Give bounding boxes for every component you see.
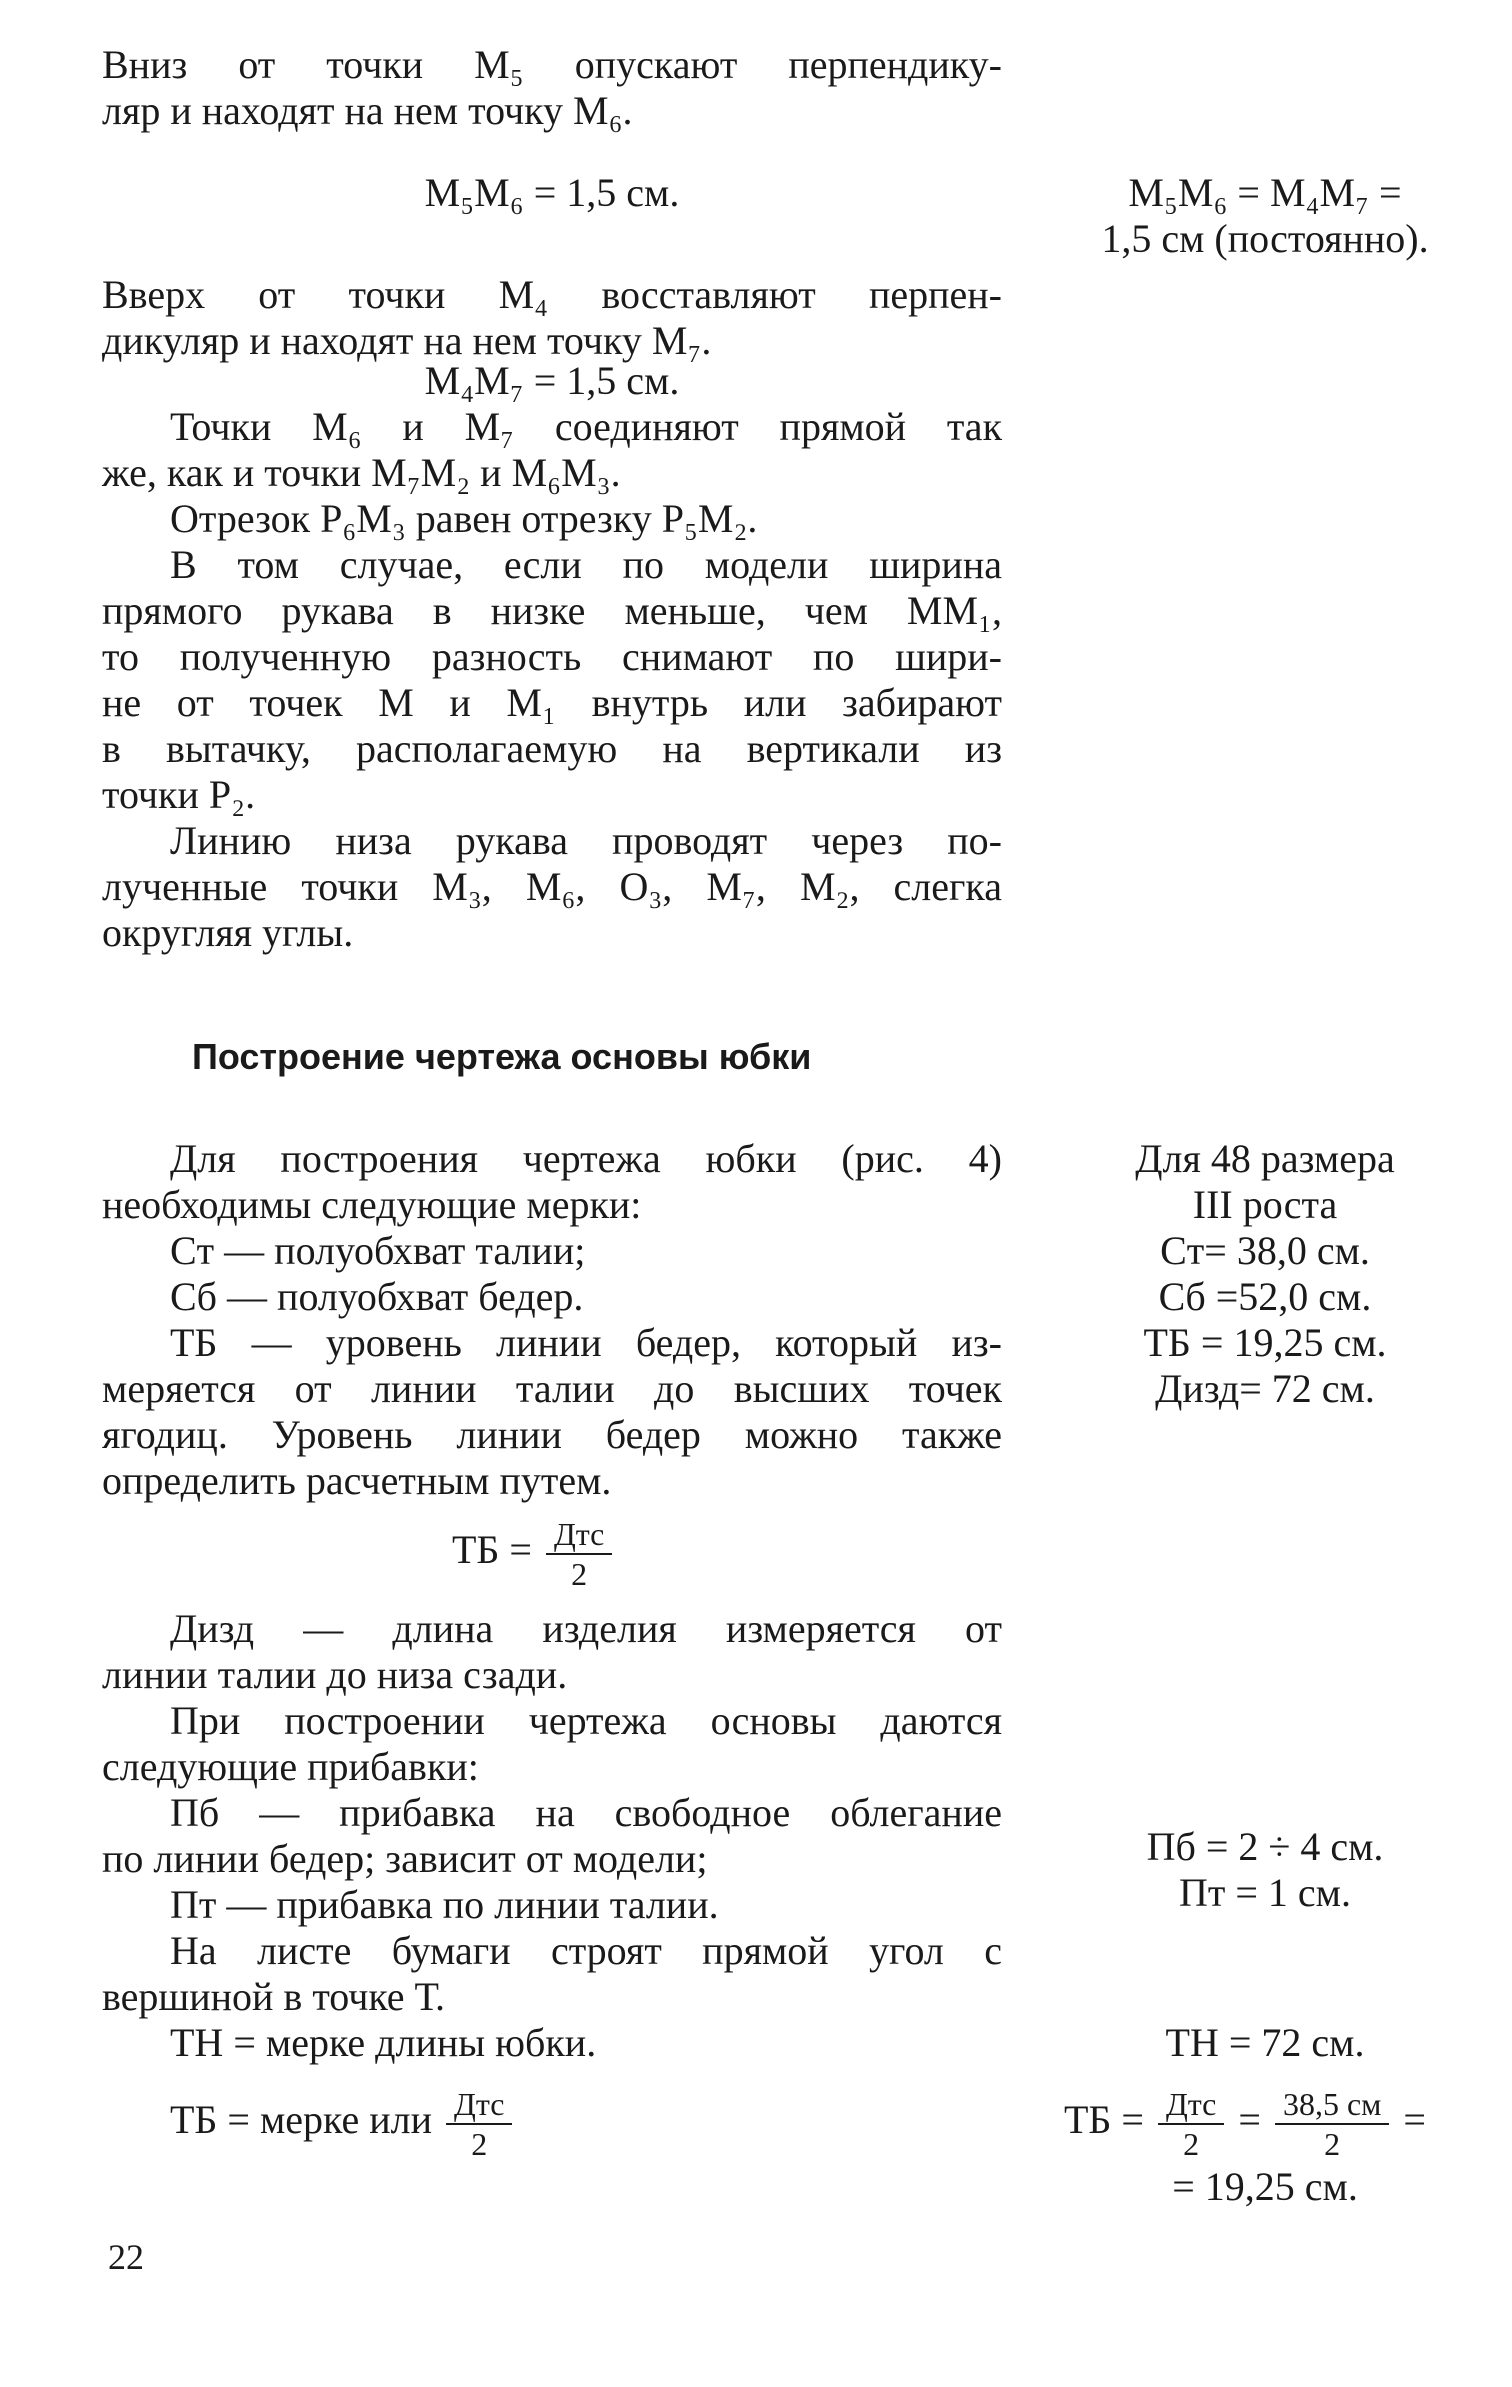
text-line: Пб — прибавка на свободное облегание (170, 1790, 1002, 1835)
section-heading: Построение чертежа основы юбки (192, 1036, 812, 1077)
margin-note: 1,5 см (постоянно). (1101, 216, 1429, 261)
text-line: лученные точки M₃, M₆, O₃, M₇, M₂, слегка (102, 864, 1002, 909)
margin-value: Cт= 38,0 см. (1160, 1228, 1370, 1273)
formula-tb-calc (1064, 2088, 1426, 2160)
text-line: точки P₂. (102, 772, 256, 817)
text-line: Вверх от точки M₄ восставляют перпен- (102, 272, 1002, 317)
formula-m4m7: M₄M₇ = 1,5 см. (424, 358, 680, 403)
text-line: Вниз от точки M₅ опускают перпендику- (102, 42, 1002, 87)
text-line: Дизд — длина изделия измеряется от (170, 1606, 1002, 1651)
margin-value: Cб =52,0 см. (1158, 1274, 1372, 1319)
text-line: определить расчетным путем. (102, 1458, 612, 1503)
text-line: дикуляр и находят на нем точку M₇. (102, 318, 712, 363)
formula-tb-merka (170, 2088, 516, 2160)
text-line: округляя углы. (102, 910, 354, 955)
formula-m5m6: M₅M₆ = 1,5 см. (424, 170, 680, 215)
margin-note: M₅M₆ = M₄M₇ = (1128, 170, 1402, 215)
page-number: 22 (108, 2237, 144, 2277)
text-line: не от точек M и M₁ внутрь или забирают (102, 680, 1002, 725)
text-line: же, как и точки M₇M₂ и M₆M₃. (102, 450, 621, 495)
fraction (546, 1518, 612, 1590)
text-line: ягодиц. Уровень линии бедер можно также (102, 1412, 1002, 1457)
text-line: В том случае, если по модели ширина (170, 542, 1002, 587)
margin-value: ТБ = 19,25 см. (1143, 1320, 1387, 1365)
text-line: то полученную разность снимают по шири- (102, 634, 1002, 679)
text-line: Точки M₆ и M₇ соединяют прямой так (170, 404, 1002, 449)
fraction-numerator: 38,5 см (1275, 2088, 1389, 2125)
fraction-numerator: Дтс (546, 1518, 612, 1555)
fraction (1275, 2088, 1389, 2160)
fraction-denominator: 2 (1183, 2126, 1200, 2162)
text-line: Cт — полуобхват талии; (170, 1228, 586, 1273)
text-line: необходимы следующие мерки: (102, 1182, 642, 1227)
fraction-denominator: 2 (471, 2126, 488, 2162)
formula-lhs: ТБ = (452, 1527, 532, 1573)
fraction (1158, 2088, 1224, 2160)
formula-tb (452, 1518, 616, 1590)
formula-lhs: ТБ = (1064, 2097, 1144, 2143)
margin-note: III роста (1192, 1182, 1338, 1227)
text-line: вершиной в точке Т. (102, 1974, 445, 2019)
text-line: Пт — прибавка по линии талии. (170, 1882, 719, 1927)
margin-value: Пт = 1 см. (1179, 1870, 1351, 1915)
margin-value: Пб = 2 ÷ 4 см. (1146, 1824, 1384, 1869)
fraction-numerator: Дтс (1158, 2088, 1224, 2125)
formula-lhs: ТБ = мерке или (170, 2097, 432, 2143)
text-line: по линии бедер; зависит от модели; (102, 1836, 708, 1881)
text-line: ТБ — уровень линии бедер, который из- (170, 1320, 1002, 1365)
text-line: следующие прибавки: (102, 1744, 479, 1789)
fraction (446, 2088, 512, 2160)
margin-value: Дизд= 72 см. (1155, 1366, 1375, 1411)
text-line: Линию низа рукава проводят через по- (170, 818, 1002, 863)
equals-sign: = (1403, 2097, 1426, 2143)
fraction-denominator: 2 (571, 1556, 588, 1592)
text-line: ляр и находят на нем точку M₆. (102, 88, 633, 133)
text-line: меряется от линии талии до высших точек (102, 1366, 1002, 1411)
margin-value: ТН = 72 см. (1165, 2020, 1365, 2065)
text-line: ТН = мерке длины юбки. (170, 2020, 597, 2065)
fraction-numerator: Дтс (446, 2088, 512, 2125)
text-line: Для построения чертежа юбки (рис. 4) (170, 1136, 1002, 1181)
margin-value: = 19,25 см. (1172, 2164, 1358, 2209)
text-line: в вытачку, располагаемую на вертикали из (102, 726, 1002, 771)
text-line: Отрезок P₆M₃ равен отрезку P₅M₂. (170, 496, 758, 541)
text-line: Cб — полуобхват бедер. (170, 1274, 584, 1319)
equals-sign: = (1238, 2097, 1261, 2143)
margin-note: Для 48 размера (1135, 1136, 1395, 1181)
text-line: линии талии до низа сзади. (102, 1652, 568, 1697)
text-line: прямого рукава в низке меньше, чем MM₁, (102, 588, 1002, 633)
text-line: На листе бумаги строят прямой угол с (170, 1928, 1002, 1973)
text-line: При построении чертежа основы даются (170, 1698, 1002, 1743)
fraction-denominator: 2 (1324, 2126, 1341, 2162)
